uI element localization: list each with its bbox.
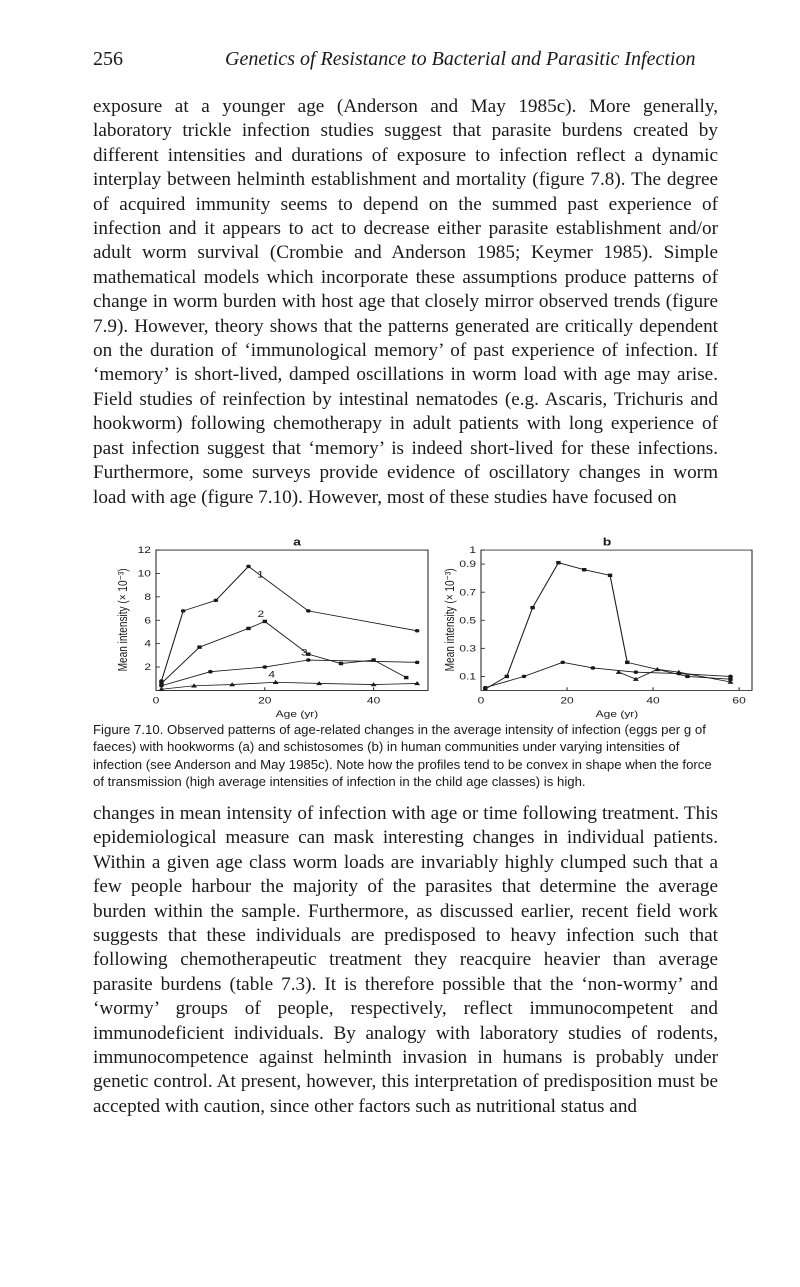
y-tick-label: 0.1 [459, 671, 476, 683]
series-label: 1 [257, 569, 264, 580]
y-tick-label: 12 [137, 545, 151, 556]
running-head [93, 48, 713, 76]
x-axis-label: Age (yr) [595, 708, 639, 720]
y-axis-label: Mean intensity (× 10⁻³) [442, 568, 458, 672]
plot-frame [156, 550, 428, 690]
data-point [685, 675, 689, 678]
data-point [530, 606, 534, 609]
series-label: 4 [268, 669, 276, 681]
data-point [582, 568, 586, 571]
paragraph-text: exposure at a younger age (Anderson and May 1985c). More generally, laboratory trickle infection studies suggest that parasite burdens created by different intensities and durations of exposure to infection reflect a dynamic interplay between helminth establishment and mortality (figure 7.8). The degree of acquired immunity seems to depend on the summed past experience of infection and it appears to act to decrease either parasite establishment and/or adult worm survival (Crombie and Anderson 1985; Keymer 1985). Simple mathematical models which incorporate these assumptions produce patterns of change in worm burden with host age that closely mirror observed trends (figure 7.9). However, theory shows that the patterns generated are critically dependent on the duration of ‘immunological memory’ of past experience of infection. If ‘memory’ is short-lived, damped oscillations in worm load with age may arise. Field studies of reinfection by intestinal nematodes (e.g. Ascaris, Trichuris and hookworm) following chemotherapy in adult patients with long experience of past infection suggest that ‘memory’ is indeed short-lived for these infections. Furthermore, some surveys provide evidence of oscillatory changes in worm load with age (figure 7.10). However, most of these studies have focused on [93, 96, 718, 508]
body-paragraph-1 [93, 95, 718, 510]
data-point [263, 620, 267, 623]
y-tick-label: 1 [469, 545, 476, 556]
caption-text: Figure 7.10. Observed patterns of age-related changes in the average intensity of infection (eggs per g of faeces) with hookworms (a) and schistosomes (b) in human communities under varying intensities of infection (see Anderson and May 1985c). Note how the profiles tend to be convex in shape when the force of transmission (high average intensities of infection in the child age classes) is high. [93, 722, 712, 790]
data-point [246, 627, 250, 630]
paragraph-text: changes in mean intensity of infection with age or time following treatment. This epidemiological measure can mask interesting changes in individual patients. Within a given age class worm loads are invariably highly clumped such that a few people harbour the majority of the parasites that determine the average burden within the sample. Furthermore, as discussed earlier, recent field work suggests that these individuals are predisposed to heavy infection such that following chemotherapeutic treatment they reacquire heavier than average parasite burdens (table 7.3). It is therefore possible that the ‘non-wormy’ and ‘wormy’ groups of people, respectively, reflect immunocompetent and immunodeficient individuals. By analogy with laboratory studies of rodents, immunocompetence against helminth invasion in humans is probably under genetic control. At present, however, this interpretation of predisposition must be accepted with caution, since other factors such as nutritional status and [93, 803, 718, 1117]
data-point [556, 561, 560, 564]
y-tick-label: 4 [144, 638, 151, 650]
data-point [625, 661, 629, 664]
data-point [608, 574, 612, 577]
page-number: 256 [93, 48, 123, 70]
data-point [246, 565, 251, 569]
figure-svg [93, 533, 773, 723]
data-point [306, 609, 311, 613]
data-point [483, 686, 488, 690]
figure-7-10 [93, 533, 773, 723]
figure-caption [93, 721, 723, 791]
y-tick-label: 0.3 [459, 643, 476, 655]
x-tick-label: 60 [732, 695, 746, 707]
data-point [560, 661, 565, 665]
series-line [161, 682, 417, 689]
data-point [263, 665, 268, 669]
y-tick-label: 2 [144, 662, 151, 673]
data-point [214, 599, 219, 603]
body-paragraph-2 [93, 802, 718, 1119]
y-axis-label: Mean intensity (× 10⁻³) [115, 568, 131, 672]
y-tick-label: 6 [144, 615, 151, 626]
x-tick-label: 20 [258, 695, 272, 707]
running-title: Genetics of Resistance to Bacterial and Parasitic Infection [225, 48, 696, 70]
plot-frame [481, 550, 752, 690]
data-point [404, 676, 408, 679]
data-point [415, 661, 420, 665]
y-tick-label: 0.7 [459, 587, 476, 598]
series-label: 3 [300, 647, 308, 658]
x-axis-label: Age (yr) [275, 708, 319, 720]
x-tick-label: 0 [477, 695, 485, 707]
x-tick-label: 0 [152, 695, 160, 707]
series-line [161, 660, 417, 686]
x-tick-label: 40 [366, 695, 381, 707]
data-point [591, 666, 596, 670]
data-point [633, 677, 639, 681]
data-point [522, 675, 527, 679]
chart-panel-a [116, 536, 428, 720]
data-point [306, 658, 311, 662]
data-point [197, 645, 201, 648]
chart-panel-b [443, 536, 752, 720]
series-label: 2 [257, 608, 265, 620]
data-point [415, 629, 420, 633]
data-point [505, 675, 509, 678]
y-tick-label: 10 [137, 568, 151, 580]
x-tick-label: 20 [560, 695, 574, 707]
data-point [339, 662, 343, 665]
panel-label: b [602, 535, 612, 549]
series-line [161, 621, 406, 683]
data-point [634, 670, 639, 674]
x-tick-label: 40 [646, 695, 660, 707]
y-tick-label: 0.5 [459, 615, 476, 626]
data-point [208, 670, 213, 674]
panel-label: a [293, 535, 301, 549]
y-tick-label: 8 [144, 592, 151, 603]
data-point [728, 675, 733, 679]
data-point [181, 609, 186, 613]
series-line [161, 566, 417, 681]
y-tick-label: 0.9 [459, 559, 476, 570]
series-line [485, 563, 730, 689]
